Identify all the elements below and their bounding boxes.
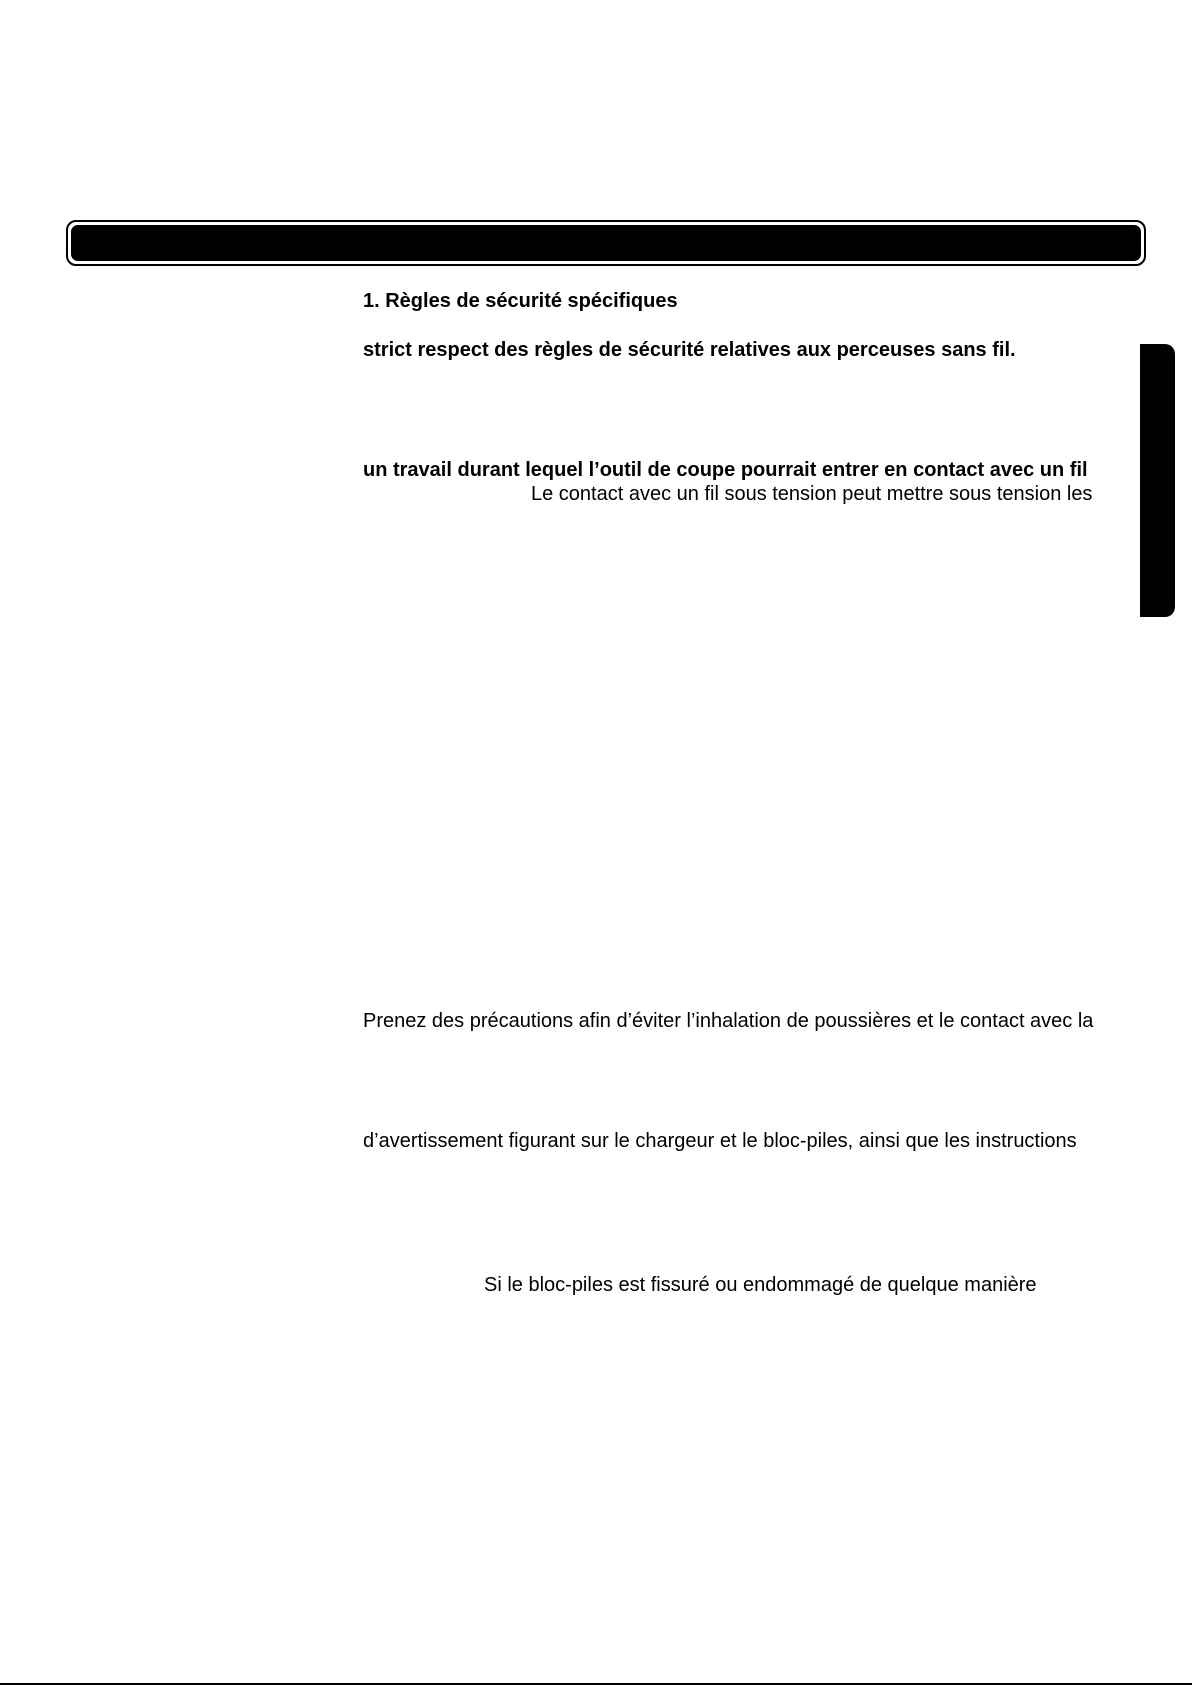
- text-line-6: Si le bloc-piles est fissuré ou endommagé de quelque manière: [484, 1274, 1037, 1296]
- text-line-4: Prenez des précautions afin d’éviter l’inhalation de poussières et le contact avec la: [363, 1010, 1094, 1032]
- section-header-bar: [66, 220, 1146, 266]
- section-header-bar-fill: [71, 225, 1141, 261]
- text-line-2: un travail durant lequel l’outil de coupe pourrait entrer en contact avec un fil: [363, 459, 1088, 481]
- text-line-1: strict respect des règles de sécurité relatives aux perceuses sans fil.: [363, 339, 1016, 361]
- section-heading: 1. Règles de sécurité spécifiques: [363, 290, 678, 312]
- text-line-5: d’avertissement figurant sur le chargeur et le bloc-piles, ainsi que les instructions: [363, 1130, 1077, 1152]
- text-line-3: Le contact avec un fil sous tension peut mettre sous tension les: [531, 483, 1093, 505]
- side-thumb-tab: [1140, 344, 1175, 617]
